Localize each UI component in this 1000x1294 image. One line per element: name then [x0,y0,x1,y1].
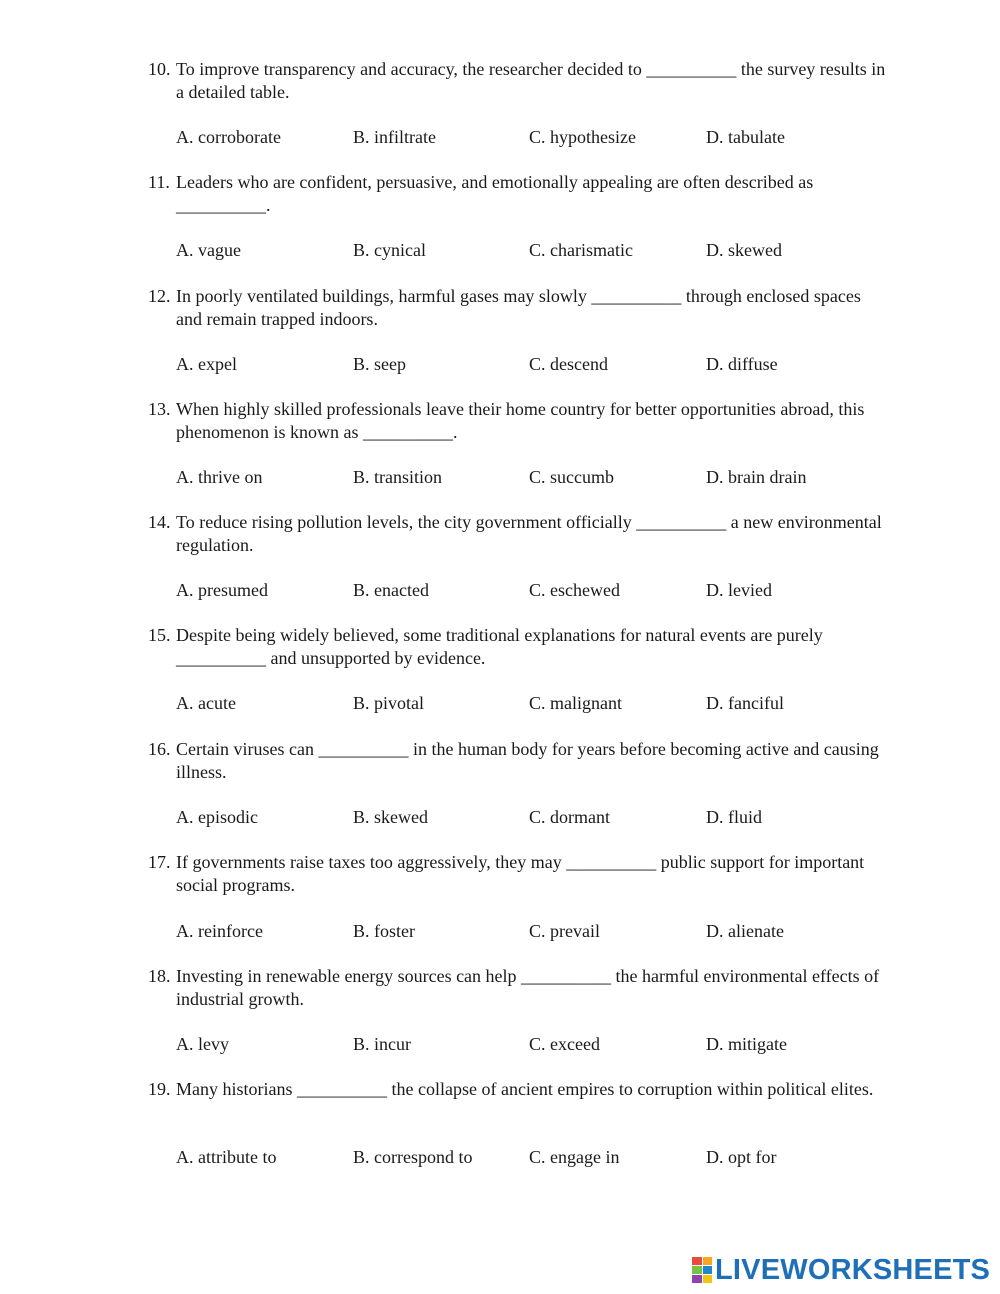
option-c[interactable]: C. exceed [529,1034,600,1054]
logo-block [703,1275,713,1283]
logo-text: LIVEWORKSHEETS [715,1253,991,1286]
option-d[interactable]: D. levied [706,580,772,600]
question-number: 13. [148,399,171,419]
question-number: 19. [148,1079,171,1099]
option-a[interactable]: A. reinforce [176,921,263,941]
logo-block [692,1275,702,1283]
question-stem: Investing in renewable energy sources can help __________ the harmful environmental effects of industrial growth. [176,966,880,1009]
options-16 [176,806,896,829]
options-10 [176,126,896,149]
option-d[interactable]: D. opt for [706,1147,777,1167]
option-b[interactable]: B. seep [353,354,406,374]
option-b[interactable]: B. infiltrate [353,127,436,147]
option-d[interactable]: D. tabulate [706,127,785,147]
liveworksheets-logo [692,1254,990,1286]
question-18 [148,965,888,1011]
options-19 [176,1146,896,1169]
question-number: 14. [148,512,171,532]
question-stem: If governments raise taxes too aggressively, they may __________ public support for important social programs. [176,852,865,895]
options-17 [176,920,896,943]
question-stem: To improve transparency and accuracy, the researcher decided to __________ the survey results in a detailed table. [176,59,886,102]
logo-blocks-icon [692,1257,712,1283]
option-c[interactable]: C. prevail [529,921,600,941]
question-number: 16. [148,739,171,759]
option-a[interactable]: A. vague [176,240,241,260]
question-15 [148,624,888,670]
option-a[interactable]: A. attribute to [176,1147,277,1167]
options-14 [176,579,896,602]
question-stem: Certain viruses can __________ in the human body for years before becoming active and causing illness. [176,739,879,782]
question-stem: In poorly ventilated buildings, harmful gases may slowly __________ through enclosed spaces and remain trapped indoors. [176,286,861,329]
question-stem: When highly skilled professionals leave their home country for better opportunities abroad, this phenomenon is known as __________. [176,399,865,442]
option-d[interactable]: D. alienate [706,921,784,941]
question-17 [148,851,888,897]
option-c[interactable]: C. engage in [529,1147,620,1167]
logo-block [692,1266,702,1274]
option-d[interactable]: D. diffuse [706,354,778,374]
option-a[interactable]: A. acute [176,693,236,713]
question-14 [148,511,888,557]
option-b[interactable]: B. transition [353,467,442,487]
options-18 [176,1033,896,1056]
option-d[interactable]: D. fluid [706,807,762,827]
question-number: 18. [148,966,171,986]
question-11 [148,171,888,217]
option-c[interactable]: C. hypothesize [529,127,636,147]
question-number: 11. [148,172,170,192]
option-c[interactable]: C. eschewed [529,580,620,600]
logo-block [692,1257,702,1265]
option-b[interactable]: B. foster [353,921,415,941]
option-a[interactable]: A. thrive on [176,467,263,487]
option-a[interactable]: A. episodic [176,807,258,827]
question-number: 15. [148,625,171,645]
question-stem: Despite being widely believed, some traditional explanations for natural events are purely __________ and unsupported by evidence. [176,625,823,668]
question-stem: Leaders who are confident, persuasive, and emotionally appealing are often described as __________. [176,172,814,215]
option-b[interactable]: B. cynical [353,240,426,260]
question-number: 10. [148,59,171,79]
option-b[interactable]: B. correspond to [353,1147,473,1167]
option-a[interactable]: A. corroborate [176,127,281,147]
option-d[interactable]: D. brain drain [706,467,807,487]
option-b[interactable]: B. incur [353,1034,411,1054]
question-stem: To reduce rising pollution levels, the city government officially __________ a new environmental regulation. [176,512,882,555]
logo-block [703,1266,713,1274]
option-b[interactable]: B. skewed [353,807,428,827]
option-d[interactable]: D. skewed [706,240,782,260]
question-stem: Many historians __________ the collapse of ancient empires to corruption within political elites. [176,1079,874,1099]
question-10 [148,58,888,104]
question-number: 17. [148,852,171,872]
option-d[interactable]: D. fanciful [706,693,784,713]
question-12 [148,285,888,331]
question-number: 12. [148,286,171,306]
option-a[interactable]: A. presumed [176,580,268,600]
option-c[interactable]: C. malignant [529,693,622,713]
question-19 [148,1078,888,1101]
option-d[interactable]: D. mitigate [706,1034,787,1054]
question-13 [148,398,888,444]
option-a[interactable]: A. expel [176,354,237,374]
options-11 [176,239,896,262]
options-15 [176,692,896,715]
question-16 [148,738,888,784]
logo-block [703,1257,713,1265]
option-c[interactable]: C. succumb [529,467,614,487]
option-b[interactable]: B. pivotal [353,693,424,713]
option-a[interactable]: A. levy [176,1034,229,1054]
options-12 [176,353,896,376]
option-c[interactable]: C. dormant [529,807,610,827]
option-c[interactable]: C. descend [529,354,608,374]
options-13 [176,466,896,489]
option-c[interactable]: C. charismatic [529,240,633,260]
option-b[interactable]: B. enacted [353,580,429,600]
